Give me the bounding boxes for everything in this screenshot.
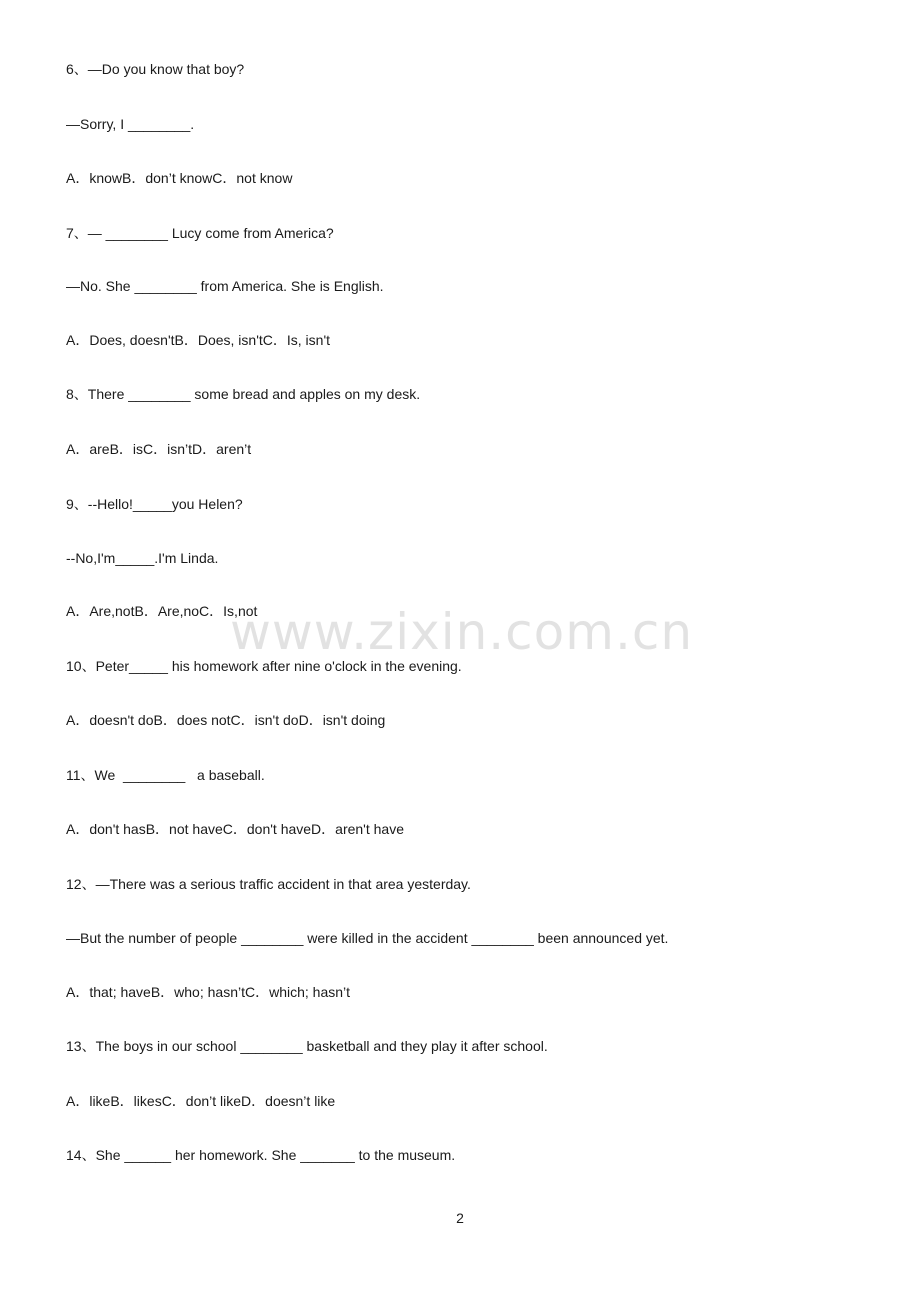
question-7-response: —No. She ________ from America. She is English. bbox=[66, 278, 384, 294]
question-9-stem: 9、--Hello!_____you Helen? bbox=[66, 496, 243, 512]
watermark: www.zixin.com.cn bbox=[230, 603, 694, 661]
question-11-stem: 11、We ________ a baseball. bbox=[66, 767, 265, 783]
question-12-options: A．that; haveB．who; hasn’tC．which; hasn’t bbox=[66, 984, 351, 1000]
question-11-options: A．don't hasB．not haveC．don't haveD．aren't have bbox=[66, 821, 404, 837]
question-12-stem: 12、—There was a serious traffic accident in that area yesterday. bbox=[66, 876, 471, 892]
question-14-stem: 14、She ______ her homework. She _______ to the museum. bbox=[66, 1147, 456, 1163]
page-number: 2 bbox=[456, 1210, 464, 1226]
question-6-response: —Sorry, I ________. bbox=[66, 116, 195, 132]
question-10-options: A．doesn't doB．does notC．isn't doD．isn't doing bbox=[66, 712, 386, 728]
question-9-response: --No,I'm_____.I'm Linda. bbox=[66, 550, 219, 566]
question-7-stem: 7、— ________ Lucy come from America? bbox=[66, 225, 334, 241]
question-7-options: A．Does, doesn'tB．Does, isn'tC．Is, isn't bbox=[66, 332, 331, 348]
question-8-options: A．areB．isC．isn’tD．aren’t bbox=[66, 441, 252, 457]
question-12-response: —But the number of people ________ were killed in the accident ________ been announced yet. bbox=[66, 930, 669, 946]
question-10-stem: 10、Peter_____ his homework after nine o'clock in the evening. bbox=[66, 658, 462, 674]
question-9-options: A．Are,notB．Are,noC．Is,not bbox=[66, 603, 258, 619]
question-8-stem: 8、There ________ some bread and apples on my desk. bbox=[66, 386, 421, 402]
question-6-stem: 6、—Do you know that boy? bbox=[66, 61, 245, 77]
question-6-options: A．knowB．don’t knowC．not know bbox=[66, 170, 293, 186]
question-13-options: A．likeB．likesC．don’t likeD．doesn’t like bbox=[66, 1093, 336, 1109]
question-13-stem: 13、The boys in our school ________ basketball and they play it after school. bbox=[66, 1038, 548, 1054]
